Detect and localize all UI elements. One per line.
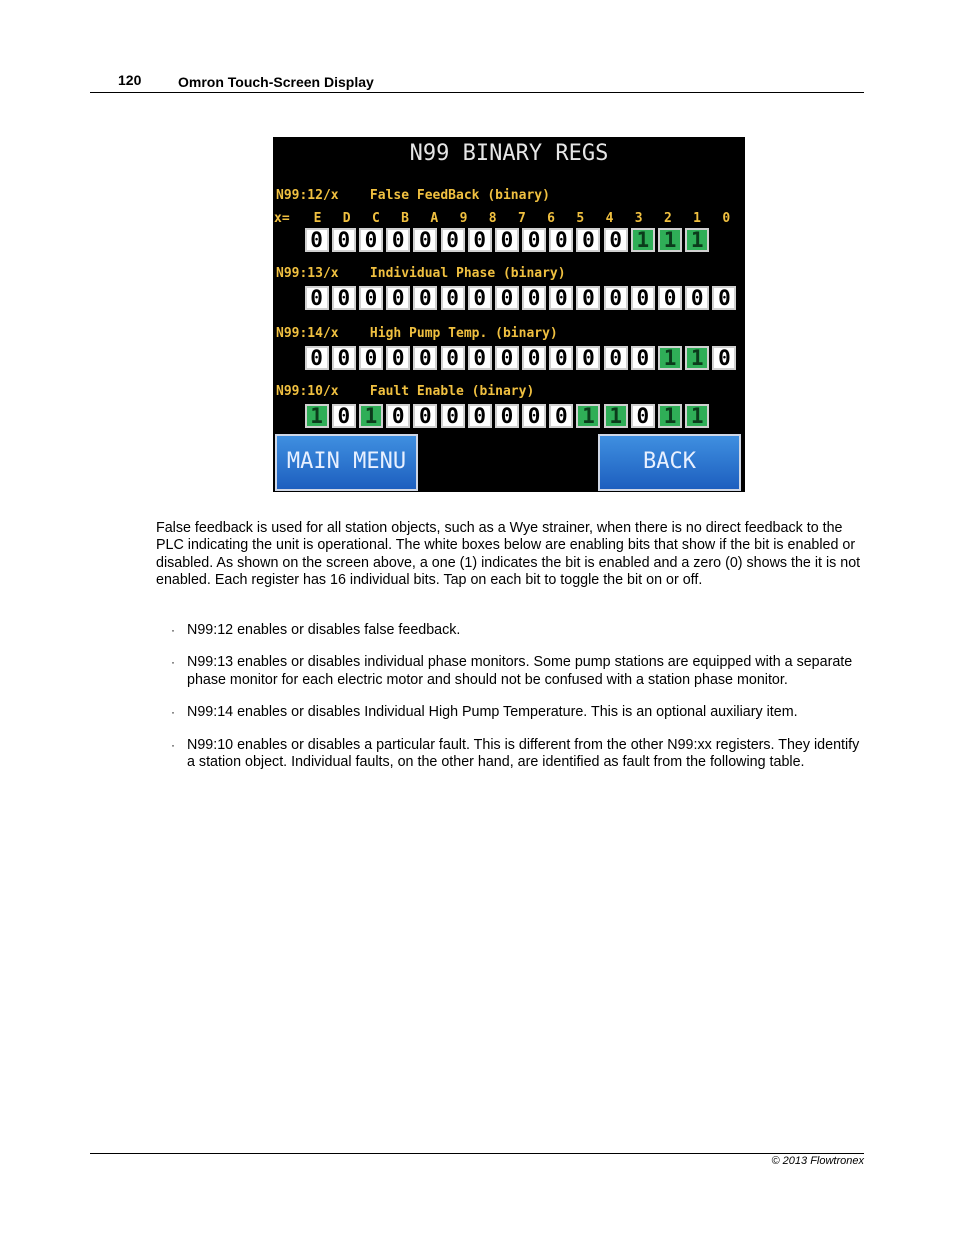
bit-toggle[interactable]: 1 [658, 404, 682, 428]
main-menu-button[interactable]: MAIN MENU [275, 434, 418, 491]
register-label-n99-10: N99:10/x Fault Enable (binary) [276, 384, 535, 399]
bit-index-label: E [313, 211, 322, 226]
register-label-n99-14: N99:14/x High Pump Temp. (binary) [276, 326, 558, 341]
hmi-screenshot [273, 137, 745, 492]
bit-toggle[interactable]: 0 [576, 286, 600, 310]
chapter-title: Omron Touch-Screen Display [178, 74, 374, 90]
bit-toggle[interactable]: 0 [522, 286, 546, 310]
bit-toggle[interactable]: 0 [413, 404, 437, 428]
bit-toggle[interactable]: 0 [522, 346, 546, 370]
bit-toggle[interactable]: 0 [386, 346, 410, 370]
bit-toggle[interactable]: 0 [604, 286, 628, 310]
bullet-dot: · [171, 623, 175, 637]
bit-toggle[interactable]: 0 [386, 404, 410, 428]
bit-toggle[interactable]: 0 [631, 286, 655, 310]
bit-toggle[interactable]: 0 [604, 228, 628, 252]
bit-index-label: B [401, 211, 409, 226]
bit-toggle[interactable]: 1 [658, 228, 682, 252]
register-bits-n99-12 [303, 225, 745, 255]
bullet-dot: · [171, 737, 175, 752]
list-item [171, 654, 861, 689]
list-item [171, 622, 861, 639]
index-prefix: x= [274, 211, 290, 226]
bit-toggle[interactable]: 0 [604, 346, 628, 370]
bit-toggle[interactable]: 0 [712, 346, 736, 370]
bit-toggle[interactable]: 0 [386, 228, 410, 252]
bit-toggle[interactable]: 0 [386, 286, 410, 310]
bit-toggle[interactable]: 0 [441, 228, 465, 252]
bit-toggle[interactable]: 0 [359, 228, 383, 252]
list-item [171, 737, 861, 772]
bit-toggle[interactable]: 0 [441, 404, 465, 428]
bit-toggle[interactable]: 0 [549, 228, 573, 252]
bit-toggle[interactable]: 0 [468, 228, 492, 252]
bit-index-label: 4 [605, 211, 614, 226]
bit-toggle[interactable]: 0 [468, 346, 492, 370]
bit-toggle[interactable]: 0 [712, 286, 736, 310]
bullet-text: N99:13 enables or disables individual phase monitors. Some pump stations are equipped with a separate phase monitor for each electric motor and should not be confused with a station phase monitor. [187, 654, 853, 688]
bit-index-label: 1 [693, 211, 701, 226]
register-bits-n99-13 [303, 283, 745, 313]
bit-toggle[interactable]: 0 [413, 286, 437, 310]
bit-toggle[interactable]: 0 [413, 228, 437, 252]
bit-toggle[interactable]: 0 [522, 404, 546, 428]
hmi-title: N99 BINARY REGS [409, 141, 609, 166]
bit-toggle[interactable]: 0 [441, 286, 465, 310]
bit-toggle[interactable]: 0 [631, 404, 655, 428]
bit-toggle[interactable]: 0 [305, 286, 329, 310]
bit-toggle[interactable]: 0 [305, 228, 329, 252]
bullet-dot: · [171, 655, 175, 670]
bit-toggle[interactable]: 0 [549, 346, 573, 370]
bit-toggle[interactable]: 0 [359, 346, 383, 370]
bit-toggle[interactable]: 0 [359, 286, 383, 310]
bit-toggle[interactable]: 0 [495, 228, 519, 252]
bit-toggle[interactable]: 1 [576, 404, 600, 428]
bit-toggle[interactable]: 0 [522, 228, 546, 252]
bullet-text: N99:14 enables or disables Individual High Pump Temperature. This is an optional auxiliary item. [187, 704, 798, 721]
button-gap [419, 434, 597, 492]
bit-toggle[interactable]: 0 [576, 228, 600, 252]
bit-toggle[interactable]: 1 [359, 404, 383, 428]
bit-toggle[interactable]: 1 [305, 404, 329, 428]
bit-toggle[interactable]: 0 [413, 346, 437, 370]
bit-index-label: 0 [722, 211, 731, 226]
list-item [171, 704, 861, 721]
bit-toggle[interactable]: 0 [468, 404, 492, 428]
bit-toggle[interactable]: 0 [332, 228, 356, 252]
bit-index-label: 8 [488, 211, 497, 226]
bit-toggle[interactable]: 1 [685, 228, 709, 252]
bit-toggle[interactable]: 0 [495, 346, 519, 370]
bit-toggle[interactable]: 0 [332, 346, 356, 370]
bit-index-label: 5 [576, 211, 585, 226]
footer-copyright: © 2013 Flowtronex [771, 1155, 864, 1167]
register-label-n99-13: N99:13/x Individual Phase (binary) [276, 266, 566, 281]
bit-index-label: 2 [663, 211, 672, 226]
bullet-text: N99:12 enables or disables false feedback. [187, 622, 461, 638]
bit-toggle[interactable]: 0 [549, 286, 573, 310]
page-number: 120 [118, 72, 142, 88]
bit-toggle[interactable]: 1 [631, 228, 655, 252]
bit-index-label: A [430, 211, 439, 226]
bullet-dot: · [171, 705, 175, 720]
bit-toggle[interactable]: 0 [495, 286, 519, 310]
bit-toggle[interactable]: 0 [658, 286, 682, 310]
bit-toggle[interactable]: 1 [685, 346, 709, 370]
bullet-text: N99:10 enables or disables a particular fault. This is different from the other N99:xx registers. They identify a station object. Individual faults, on the other hand, are identified as fault from the following table. [187, 736, 860, 771]
bit-toggle[interactable]: 0 [468, 286, 492, 310]
bit-index-label: C [371, 211, 380, 226]
body-paragraph: False feedback is used for all station objects, such as a Wye strainer, when there is no direct feedback to the PLC indicating the unit is operational. The white boxes below are enabling bits that show if the bit is enabled or disabled. As shown on the screen above, a one (1) indicates the bit is enabled and a zero (0) shows the it is not enabled. Each register has 16 individual bits. Tap on each bit to toggle the bit on or off. [156, 520, 861, 589]
footer-rule [90, 1153, 864, 1154]
bit-toggle[interactable]: 0 [495, 404, 519, 428]
bit-toggle[interactable]: 1 [658, 346, 682, 370]
bit-toggle[interactable]: 1 [604, 404, 628, 428]
bit-index-label: 7 [517, 211, 526, 226]
bit-index-label: D [342, 211, 351, 226]
bit-index-label: 6 [547, 211, 555, 226]
header-rule [90, 92, 864, 93]
bit-index-label: 9 [459, 211, 468, 226]
bit-toggle[interactable]: 0 [549, 404, 573, 428]
bit-toggle[interactable]: 0 [332, 286, 356, 310]
bit-toggle[interactable]: 0 [576, 346, 600, 370]
bit-toggle[interactable]: 0 [631, 346, 655, 370]
bit-index-label: 3 [634, 211, 643, 226]
register-label-n99-12: N99:12/x False FeedBack (binary) [276, 188, 550, 203]
bit-toggle[interactable]: 0 [685, 286, 709, 310]
back-button[interactable]: BACK [598, 434, 741, 491]
bit-toggle[interactable]: 0 [441, 346, 465, 370]
bullet-list [171, 622, 861, 786]
bit-toggle[interactable]: 0 [332, 404, 356, 428]
bit-toggle[interactable]: 1 [685, 404, 709, 428]
bit-toggle[interactable]: 0 [305, 346, 329, 370]
register-bits-n99-10 [303, 401, 745, 431]
register-bits-n99-14 [303, 343, 745, 373]
